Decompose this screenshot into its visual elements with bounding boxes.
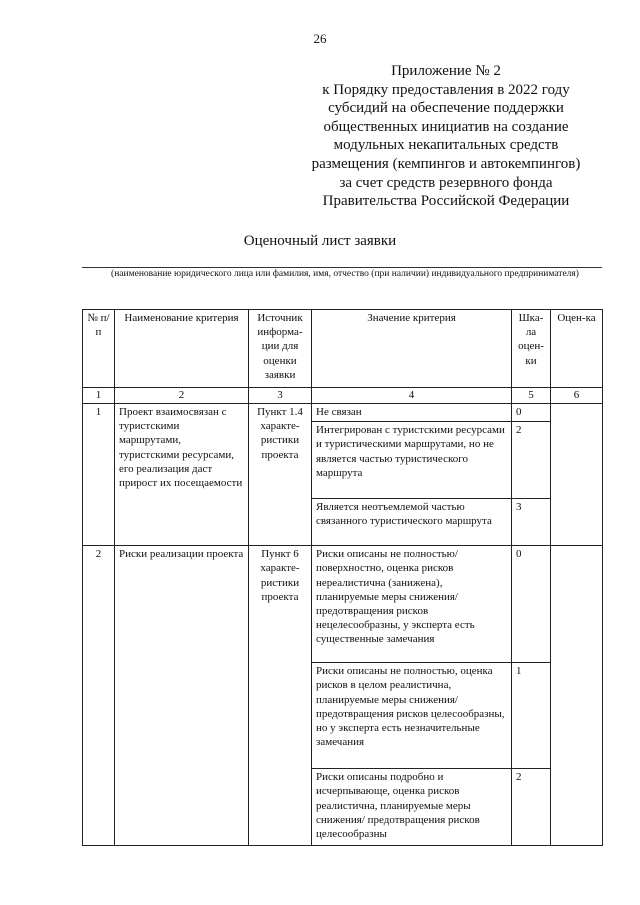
criterion-value: Является неотъемлемой частью связанного туристического маршрута bbox=[312, 499, 512, 546]
header-num: № п/п bbox=[83, 310, 115, 388]
criterion-scale: 0 bbox=[512, 404, 551, 422]
header-scale: Шка-ла оцен-ки bbox=[512, 310, 551, 388]
column-number: 6 bbox=[551, 388, 603, 404]
criterion-name: Риски реализации проекта bbox=[115, 546, 249, 846]
criterion-scale: 0 bbox=[512, 546, 551, 663]
criterion-value: Риски описаны не полностью/поверхностно, оценка рисков нереалистична (занижена), планируемые меры снижения/предотвращения рисков нецелесообразны, у эксперта есть существенные замечания bbox=[312, 546, 512, 663]
criterion-name: Проект взаимосвязан с туристскими маршрутами, туристскими ресурсами, его реализация даст прирост их посещаемости bbox=[115, 404, 249, 546]
appendix-line: Правительства Российской Федерации bbox=[322, 193, 570, 210]
appendix-heading bbox=[300, 62, 592, 211]
header-source: Источник информа-ции для оценки заявки bbox=[249, 310, 312, 388]
criterion-value: Риски описаны подробно и исчерпывающе, оценка рисков реалистична, планируемые меры снижения/ предотвращения рисков целесообразны bbox=[312, 769, 512, 846]
column-number: 5 bbox=[512, 388, 551, 404]
appendix-line: за счет средств резервного фонда bbox=[339, 174, 553, 191]
appendix-line: к Порядку предоставления в 2022 году bbox=[322, 81, 570, 98]
appendix-line: общественных инициатив на создание bbox=[323, 118, 569, 135]
criterion-value: Не связан bbox=[312, 404, 512, 422]
criterion-value: Риски описаны не полностью, оценка рисков в целом реалистична, планируемые меры снижения/ предотвращения рисков целесообразны, но у эксперта есть незначительные замечания bbox=[312, 663, 512, 769]
criterion-scale: 1 bbox=[512, 663, 551, 769]
criterion-source: Пункт 6 характе-ристики проекта bbox=[249, 546, 312, 846]
appendix-line: субсидий на обеспечение поддержки bbox=[328, 100, 564, 117]
column-number: 3 bbox=[249, 388, 312, 404]
document-title: Оценочный лист заявки bbox=[243, 233, 397, 249]
column-number-row bbox=[83, 388, 603, 404]
column-number: 2 bbox=[115, 388, 249, 404]
page-number: 26 bbox=[313, 31, 327, 46]
criterion-num: 1 bbox=[83, 404, 115, 546]
table-row bbox=[83, 546, 603, 663]
criterion-scale: 3 bbox=[512, 499, 551, 546]
criterion-score bbox=[551, 546, 603, 846]
column-number: 4 bbox=[312, 388, 512, 404]
criterion-num: 2 bbox=[83, 546, 115, 846]
criterion-score bbox=[551, 404, 603, 546]
applicant-caption: (наименование юридического лица или фамилия, имя, отчество (при наличии) индивидуального предпринимателя) bbox=[111, 269, 579, 279]
criterion-source: Пункт 1.4 характе-ристики проекта bbox=[249, 404, 312, 546]
criterion-scale: 2 bbox=[512, 769, 551, 846]
header-value: Значение критерия bbox=[312, 310, 512, 388]
appendix-line: Приложение № 2 bbox=[391, 63, 501, 79]
table-row bbox=[83, 404, 603, 422]
column-number: 1 bbox=[83, 388, 115, 404]
header-score: Оцен-ка bbox=[551, 310, 603, 388]
appendix-line: размещения (кемпингов и автокемпингов) bbox=[311, 155, 581, 172]
criterion-scale: 2 bbox=[512, 422, 551, 499]
header-name: Наименование критерия bbox=[115, 310, 249, 388]
evaluation-table bbox=[82, 309, 603, 846]
appendix-line: модульных некапитальных средств bbox=[333, 137, 559, 154]
table-header-row bbox=[83, 310, 603, 388]
criterion-value: Интегрирован с туристскими ресурсами и туристическими маршрутами, но не является частью туристического маршрута bbox=[312, 422, 512, 499]
